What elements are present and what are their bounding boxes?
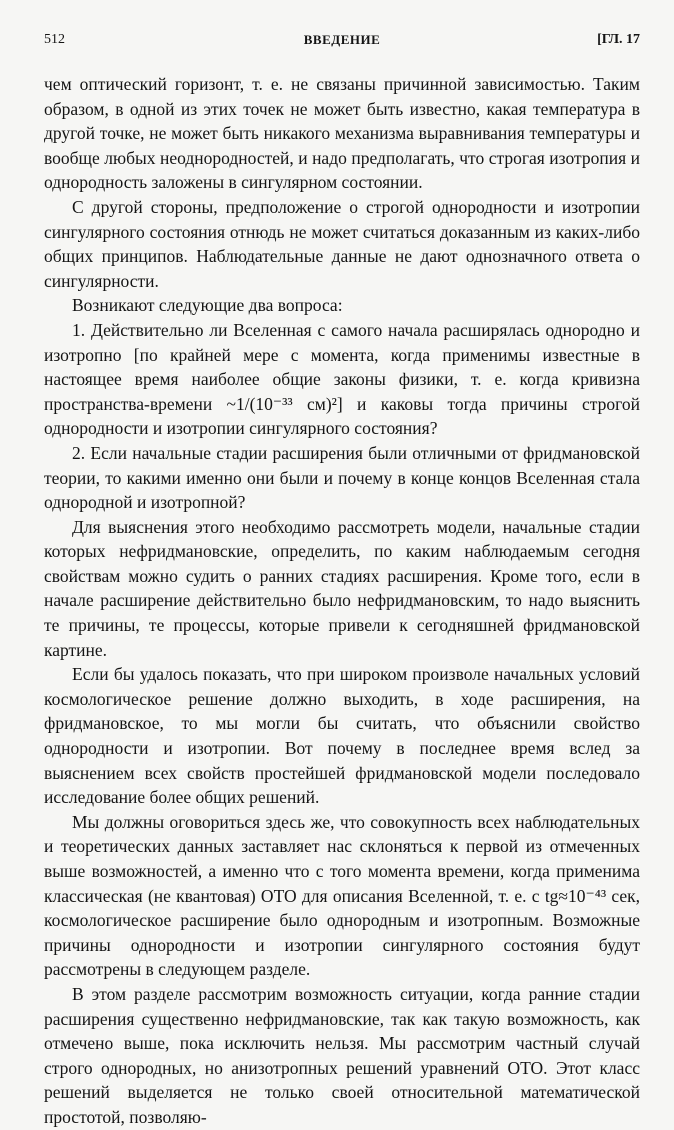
paragraph-7: Если бы удалось показать, что при широком произволе начальных условий космологическое решение должно выходить, в ходе расширения, на фридмановское, то мы могли бы считать, что объяснили свойство однородности и изотропии. Вот почему в последнее время вслед за выяснением всех свойств простейшей фридмановской модели последовало исследование более общих решений. — [44, 664, 640, 808]
paragraph-8: Мы должны оговориться здесь же, что совокупность всех наблюдательных и теоретических данных заставляет нас склоняться к первой из отмеченных выше возможностей, а именно что с того момента времени, когда применима классическая (не квантовая) ОТО для описания Вселенной, т. е. с tg≈10⁻⁴³ сек, космологическое расширение было однородным и изотропным. Возможные причины однородности и изотропии сингулярного состояния будут рассмотрены в следующем разделе. — [44, 811, 640, 980]
chapter-label: [ГЛ. 17 — [597, 32, 640, 47]
paragraph-6: Для выяснения этого необходимо рассмотреть модели, начальные стадии которых нефридмановские, определить, по каким наблюдаемым сегодня свойствам можно судить о ранних стадиях расширения. Кроме того, если в начале расширение действительно было нефридмановским, то надо выяснить те причины, те процессы, которые привели к сегодняшней фридмановской картине. — [44, 516, 640, 660]
page-number: 512 — [44, 32, 65, 47]
paragraph-1: чем оптический горизонт, т. е. не связаны причинной зависимостью. Таким образом, в одной из этих точек не может быть известно, какая температура в другой точке, не может быть никакого механизма выравнивания температуры и вообще любых неоднородностей, и надо предполагать, что строгая изотропия и однородность заложены в сингулярном состоянии. — [44, 74, 640, 193]
paragraph-9: В этом разделе рассмотрим возможность ситуации, когда ранние стадии расширения существенно нефридмановские, так как такую возможность, как отмечено выше, пока исключить нельзя. Мы рассмотрим частный случай строго однородных, но анизотропных решений уравнений ОТО. Этот класс решений выделяется не только своей относительной математической простотой, позволяю- — [44, 983, 640, 1127]
running-title: ВВЕДЕНИЕ — [303, 32, 381, 47]
paragraph-3: Возникают следующие два вопроса: — [72, 295, 343, 316]
paragraph-4: 1. Действительно ли Вселенная с самого начала расширялась однородно и изотропно [по крайней мере с момента, когда применимы известные в настоящее время наиболее общие законы физики, т. е. когда кривизна пространства-времени ~1/(10⁻³³ см)²] и каковы тогда причины строгой однородности и изотропии сингулярного состояния? — [44, 319, 640, 439]
paragraph-2: С другой стороны, предположение о строгой однородности и изотропии сингулярного состояния отнюдь не может считаться доказанным из каких-либо общих принципов. Наблюдательные данные не дают однозначного ответа о сингулярности. — [44, 196, 640, 291]
paragraph-5: 2. Если начальные стадии расширения были отличными от фридмановской теории, то какими именно они были и почему в конце концов Вселенная стала однородной и изотропной? — [44, 442, 640, 513]
page-header — [44, 30, 640, 52]
body-text — [44, 72, 640, 1130]
